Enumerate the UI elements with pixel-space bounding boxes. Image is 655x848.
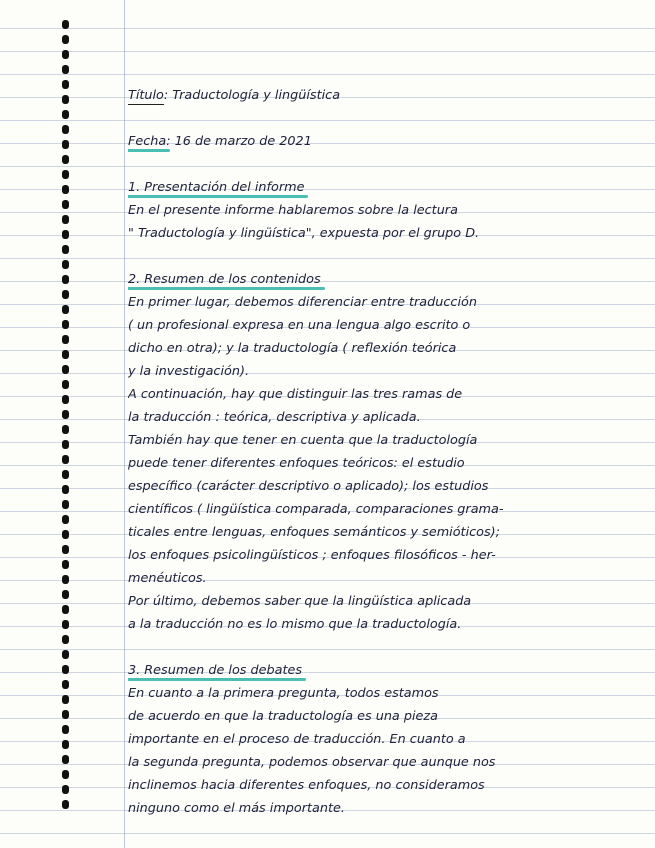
binding-hole: [62, 335, 69, 344]
text-line: A continuación, hay que distinguir las tres ramas de: [128, 387, 463, 402]
section-heading: 2. Resumen de los contenidos: [128, 268, 321, 291]
text-line: inclinemos hacia diferentes enfoques, no consideramos: [128, 778, 485, 793]
binding-hole: [62, 605, 69, 614]
section-heading: 3. Resumen de los debates: [128, 659, 302, 682]
binding-hole: [62, 620, 69, 629]
binding-hole: [62, 575, 69, 584]
binding-hole: [62, 275, 69, 284]
text-line: En el presente informe hablaremos sobre la lectura: [128, 203, 458, 218]
text-line: la segunda pregunta, podemos observar que aunque nos: [128, 755, 496, 770]
binding-hole: [62, 665, 69, 674]
text-line: los enfoques psicolingüísticos ; enfoques filosóficos - her-: [128, 548, 496, 563]
text-line: importante en el proceso de traducción. En cuanto a: [128, 732, 466, 747]
binding-hole: [62, 590, 69, 599]
title-line: [128, 84, 633, 107]
text-line: ticales entre lenguas, enfoques semánticos y semióticos);: [128, 525, 500, 540]
text-line: y la investigación).: [128, 364, 250, 379]
binding-hole: [62, 470, 69, 479]
binding-hole: [62, 185, 69, 194]
binding-hole: [62, 65, 69, 74]
text-line: la traducción : teórica, descriptiva y aplicada.: [128, 410, 421, 425]
text-line: En primer lugar, debemos diferenciar entre traducción: [128, 295, 477, 310]
title-label: Título: [128, 84, 164, 107]
text-line: a la traducción no es lo mismo que la traductología.: [128, 617, 462, 632]
binding-hole: [62, 800, 69, 809]
binding-hole: [62, 50, 69, 59]
binding-hole: [62, 110, 69, 119]
binding-hole: [62, 515, 69, 524]
binding-hole: [62, 680, 69, 689]
date-label: Fecha: [128, 130, 166, 153]
text-line: ninguno como el más importante.: [128, 801, 345, 816]
section-contenidos: [128, 268, 633, 636]
text-line: Por último, debemos saber que la lingüística aplicada: [128, 594, 472, 609]
binding-hole: [62, 125, 69, 134]
binding-hole: [62, 35, 69, 44]
title-value: : Traductología y lingüística: [163, 88, 341, 103]
binding-hole: [62, 440, 69, 449]
section-presentacion: [128, 176, 633, 245]
date-value: : 16 de marzo de 2021: [166, 134, 312, 149]
text-line: puede tener diferentes enfoques teóricos: el estudio: [128, 456, 465, 471]
binding-hole: [62, 395, 69, 404]
binding-hole: [62, 770, 69, 779]
margin-line: [124, 0, 125, 848]
binding-hole: [62, 20, 69, 29]
section-debates: [128, 659, 633, 820]
binding-hole: [62, 485, 69, 494]
binding-hole: [62, 230, 69, 239]
binding-hole: [62, 530, 69, 539]
binding-hole: [62, 290, 69, 299]
section-heading: 1. Presentación del informe: [128, 176, 304, 199]
text-line: También hay que tener en cuenta que la traductología: [128, 433, 478, 448]
binding-hole: [62, 410, 69, 419]
text-line: En cuanto a la primera pregunta, todos estamos: [128, 686, 439, 701]
binding-hole: [62, 725, 69, 734]
binding-hole: [62, 380, 69, 389]
binding-hole: [62, 260, 69, 269]
date-line: [128, 130, 633, 153]
binding-hole: [62, 305, 69, 314]
binding-hole: [62, 155, 69, 164]
text-line: " Traductología y lingüística", expuesta por el grupo D.: [128, 226, 480, 241]
binding-hole: [62, 710, 69, 719]
binding-hole: [62, 140, 69, 149]
binding-hole: [62, 545, 69, 554]
binding-hole: [62, 425, 69, 434]
text-line: científicos ( lingüística comparada, comparaciones grama-: [128, 502, 504, 517]
binding-hole: [62, 500, 69, 509]
binding-hole: [62, 785, 69, 794]
binding-hole: [62, 365, 69, 374]
text-line: menéuticos.: [128, 571, 207, 586]
text-line: ( un profesional expresa en una lengua algo escrito o: [128, 318, 471, 333]
handwritten-notes: [128, 84, 633, 820]
text-line: específico (carácter descriptivo o aplicado); los estudios: [128, 479, 489, 494]
binding-hole: [62, 635, 69, 644]
binding-hole: [62, 215, 69, 224]
binding-hole: [62, 560, 69, 569]
binding-hole: [62, 350, 69, 359]
spiral-binding: [0, 20, 70, 820]
text-line: dicho en otra); y la traductología ( reflexión teórica: [128, 341, 457, 356]
binding-hole: [62, 245, 69, 254]
binding-hole: [62, 755, 69, 764]
binding-hole: [62, 740, 69, 749]
text-line: de acuerdo en que la traductología es una pieza: [128, 709, 438, 724]
binding-hole: [62, 455, 69, 464]
binding-hole: [62, 695, 69, 704]
binding-hole: [62, 170, 69, 179]
binding-hole: [62, 320, 69, 329]
binding-hole: [62, 200, 69, 209]
binding-hole: [62, 80, 69, 89]
binding-hole: [62, 95, 69, 104]
binding-hole: [62, 650, 69, 659]
